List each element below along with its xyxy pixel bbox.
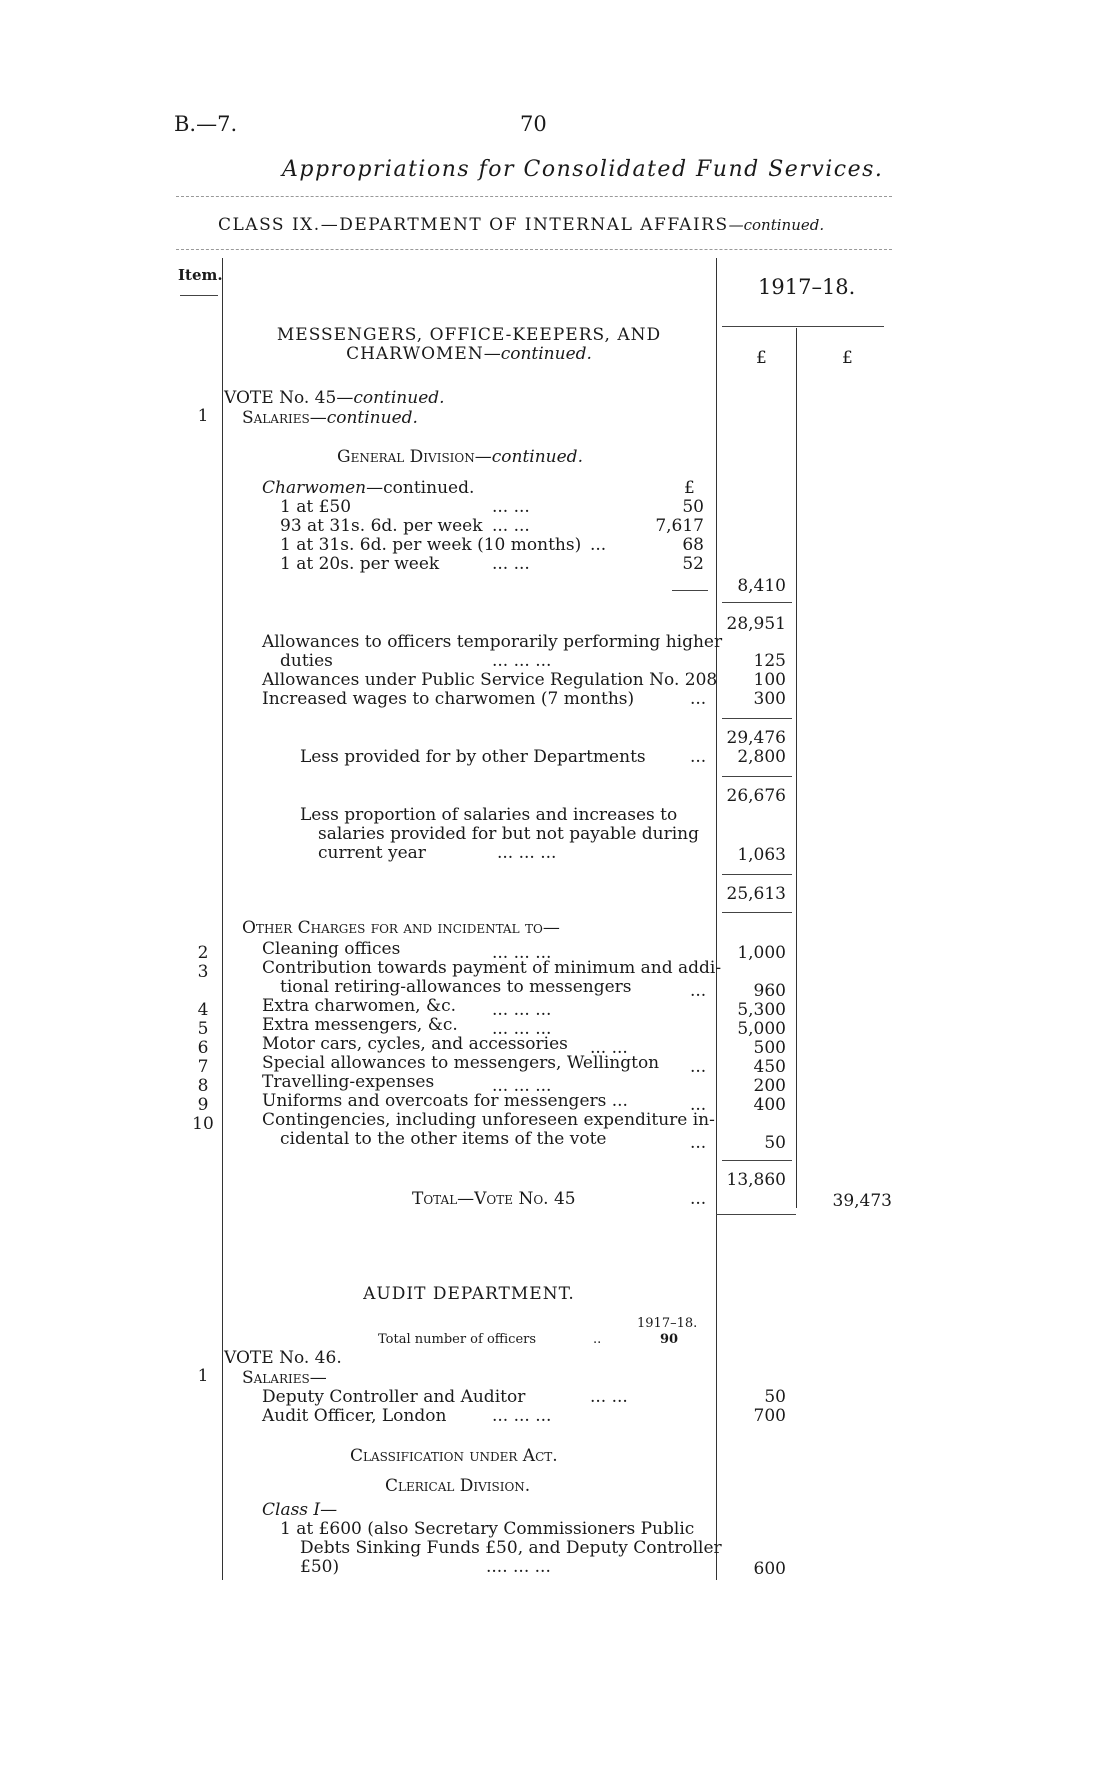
item-number: 7 [197, 1057, 209, 1077]
leader-dots: ... [690, 689, 707, 709]
charwomen-row-value: 50 [682, 497, 704, 517]
leader-dots: ... [590, 535, 607, 555]
item-header-rule [180, 295, 218, 296]
leader-dots: .. [593, 1332, 602, 1347]
charge-label: Cleaning offices [262, 939, 401, 959]
amount-column-divider [796, 328, 797, 1208]
charge-label-continued: cidental to the other items of the vote [280, 1129, 607, 1149]
sum-rule [722, 776, 792, 777]
leader-dots: ... ... ... [492, 651, 552, 671]
leader-dots: ... [690, 1095, 707, 1115]
item-number: 2 [197, 943, 209, 963]
salary-label: Audit Officer, London [262, 1406, 447, 1426]
increased-wages-label: Increased wages to charwomen (7 months) [262, 689, 635, 709]
other-charges-total: 13,860 [726, 1170, 786, 1190]
item-number: 10 [192, 1114, 214, 1134]
charge-label: Travelling-expenses [262, 1072, 435, 1092]
allowances-higher-value: 125 [753, 651, 786, 671]
item-number: 6 [197, 1038, 209, 1058]
allowances-higher-label-line2: duties [280, 651, 333, 671]
charwomen-row-value: 52 [682, 554, 704, 574]
charwomen-row-label: 93 at 31s. 6d. per week [280, 516, 483, 536]
charwomen-total: 8,410 [737, 576, 786, 596]
charge-label-continued: tional retiring-allowances to messengers [280, 977, 632, 997]
officers-label: Total number of officers [378, 1332, 537, 1347]
general-division-label: General Division [337, 447, 475, 467]
title-rule [176, 196, 892, 197]
sum-rule [722, 874, 792, 875]
less-other-departments-value: 2,800 [737, 747, 786, 767]
salaries-label: Salaries [242, 408, 310, 428]
less-proportion-label-line1: Less proportion of salaries and increases to [300, 805, 678, 825]
clerical-division-heading: Clerical Division. [385, 1476, 531, 1496]
section-heading-main: CHARWOMEN [346, 344, 484, 364]
leader-dots: ... ... [492, 516, 530, 536]
subtotal-value: 29,476 [726, 728, 786, 748]
item-number: 1 [197, 1366, 209, 1386]
vote-continued: —continued. [336, 388, 445, 408]
vote-total-label [412, 1189, 576, 1209]
leader-dots: ... ... ... [492, 1076, 552, 1096]
year-column-header: 1917–18. [758, 275, 856, 299]
leader-dots: ... [690, 747, 707, 767]
sum-rule [722, 602, 792, 603]
salary-value: 50 [764, 1387, 786, 1407]
less-proportion-value: 1,063 [737, 845, 786, 865]
charge-label: Special allowances to messengers, Wellington [262, 1053, 660, 1073]
class-heading [218, 215, 824, 235]
vote-heading [224, 388, 445, 408]
sum-rule [722, 1160, 792, 1161]
increased-wages-value: 300 [753, 689, 786, 709]
document-reference: B.—7. [174, 112, 238, 136]
allowances-higher-label-line1: Allowances to officers temporarily performing higher [262, 632, 723, 652]
audit-section-heading: AUDIT DEPARTMENT. [363, 1284, 575, 1304]
salaries-heading [242, 408, 418, 428]
charge-value: 500 [753, 1038, 786, 1058]
text-column-divider [716, 258, 717, 1580]
leader-dots: ... ... [492, 497, 530, 517]
pound-column-right: £ [842, 348, 853, 368]
classification-heading: Classification under Act. [350, 1446, 558, 1466]
vote-total-value: 39,473 [832, 1191, 892, 1211]
other-charges-heading: Other Charges for and incidental to— [242, 918, 560, 938]
item-number: 4 [197, 1000, 209, 1020]
leader-dots: .... ... ... [486, 1557, 551, 1577]
vote-heading: VOTE No. 46. [224, 1348, 342, 1368]
charwomen-row-value: 68 [682, 535, 704, 555]
class-rule [176, 249, 892, 250]
page-title: Appropriations for Consolidated Fund Services. [282, 157, 884, 182]
year-header-rule [722, 326, 884, 327]
charge-value: 450 [753, 1057, 786, 1077]
leader-dots: ... [690, 1057, 707, 1077]
leader-dots: ... ... ... [492, 943, 552, 963]
charge-label: Motor cars, cycles, and accessories [262, 1034, 568, 1054]
charwomen-row-label: 1 at 20s. per week [280, 554, 440, 574]
sum-rule [722, 912, 792, 913]
allowances-regulation-value: 100 [753, 670, 786, 690]
class-i-line3: £50) [300, 1557, 340, 1577]
item-number: 9 [197, 1095, 209, 1115]
sum-rule [722, 718, 792, 719]
item-number: 3 [197, 962, 209, 982]
leader-dots: ... ... ... [492, 1019, 552, 1039]
leader-dots: ... ... [590, 1038, 628, 1058]
salary-value: 700 [753, 1406, 786, 1426]
vote-label: VOTE No. 45 [224, 388, 337, 408]
charwomen-heading [262, 478, 474, 498]
charge-label: Contribution towards payment of minimum and addi- [262, 958, 722, 978]
leader-dots: ... ... [590, 1387, 628, 1407]
class-heading-continued: —continued. [728, 216, 825, 234]
charge-value: 200 [753, 1076, 786, 1096]
subtotal-value: 28,951 [726, 614, 786, 634]
salaries-heading: Salaries— [242, 1368, 327, 1388]
less-other-departments-label: Less provided for by other Departments [300, 747, 646, 767]
charge-label: Extra charwomen, &c. [262, 996, 457, 1016]
charge-value: 5,300 [737, 1000, 786, 1020]
salaries-continued: —continued. [309, 408, 418, 428]
leader-dots: ... [690, 1189, 707, 1209]
less-proportion-label-line2: salaries provided for but not payable during [318, 824, 700, 844]
item-number: 1 [197, 406, 209, 426]
general-division-heading [337, 447, 583, 467]
leader-dots: ... [690, 981, 707, 1001]
sum-rule [716, 1214, 796, 1215]
salary-label: Deputy Controller and Auditor [262, 1387, 526, 1407]
officers-count: 90 [660, 1332, 679, 1347]
item-column-divider [222, 258, 223, 1580]
charwomen-row-label: 1 at £50 [280, 497, 352, 517]
charwomen-continued: —continued. [366, 478, 475, 498]
page-number: 70 [520, 112, 547, 136]
class-i-value: 600 [753, 1559, 786, 1579]
leader-dots: ... [690, 1133, 707, 1153]
section-heading-line2 [225, 344, 713, 364]
charge-value: 1,000 [737, 943, 786, 963]
charwomen-label: Charwomen [262, 478, 367, 498]
leader-dots: ... ... ... [492, 1000, 552, 1020]
charge-value: 50 [764, 1133, 786, 1153]
charwomen-pound-sign: £ [684, 478, 695, 498]
charwomen-row-label: 1 at 31s. 6d. per week (10 months) [280, 535, 582, 555]
leader-dots: ... ... ... [492, 1406, 552, 1426]
charge-label: Uniforms and overcoats for messengers ... [262, 1091, 628, 1111]
section-heading-line1: MESSENGERS, OFFICE-KEEPERS, AND [276, 325, 662, 345]
class-i-heading: Class I— [262, 1500, 338, 1520]
item-number: 5 [197, 1019, 209, 1039]
charge-value: 5,000 [737, 1019, 786, 1039]
charge-label: Contingencies, including unforeseen expenditure in- [262, 1110, 715, 1130]
charge-value: 960 [753, 981, 786, 1001]
class-i-line1: 1 at £600 (also Secretary Commissioners Public [280, 1519, 695, 1539]
class-i-line2: Debts Sinking Funds £50, and Deputy Controller [300, 1538, 722, 1558]
charwomen-row-value: 7,617 [655, 516, 704, 536]
less-proportion-label-line3: current year [318, 843, 426, 863]
pound-column-left: £ [756, 348, 767, 368]
vote-total-text: Total—Vote No. 45 [412, 1189, 576, 1209]
section-heading-continued: —continued. [483, 344, 592, 364]
subtotal-value: 26,676 [726, 786, 786, 806]
item-number: 8 [197, 1076, 209, 1096]
general-division-continued: —continued. [474, 447, 583, 467]
sum-rule [672, 590, 708, 591]
class-heading-text: CLASS IX.—DEPARTMENT OF INTERNAL AFFAIRS [218, 215, 729, 235]
item-column-header: Item. [178, 266, 223, 284]
leader-dots: ... ... ... [497, 843, 557, 863]
salaries-total: 25,613 [726, 884, 786, 904]
leader-dots: ... ... [492, 554, 530, 574]
officers-year: 1917–18. [637, 1316, 698, 1331]
charge-label: Extra messengers, &c. [262, 1015, 458, 1035]
allowances-regulation-label: Allowances under Public Service Regulation No. 208 [262, 670, 718, 690]
charge-value: 400 [753, 1095, 786, 1115]
